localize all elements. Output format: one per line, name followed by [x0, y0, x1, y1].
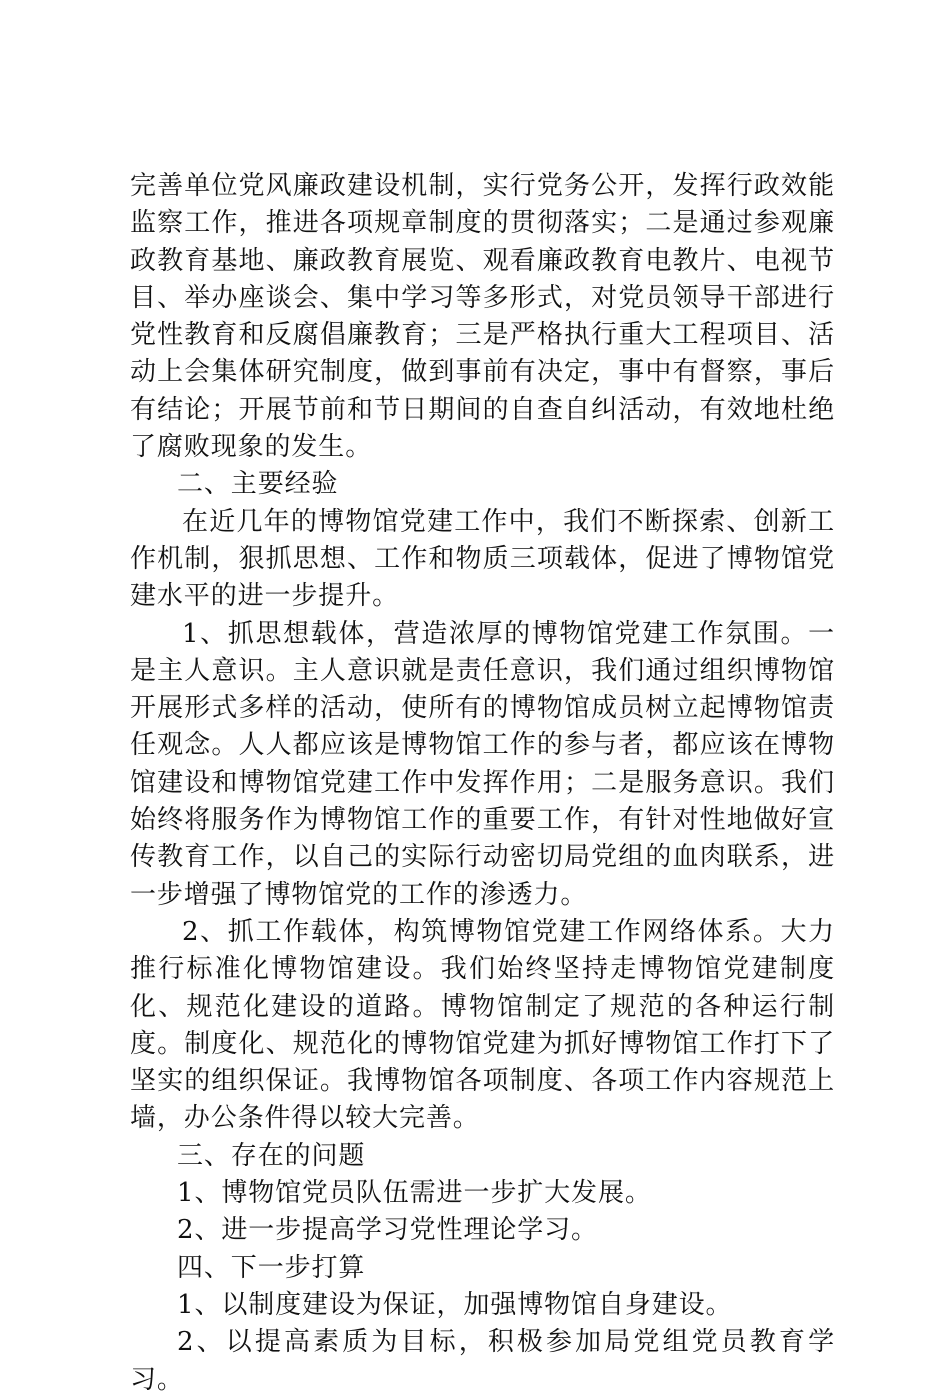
document-body	[130, 168, 835, 1399]
section-heading-main-experience: 二、主要经验	[177, 469, 339, 500]
list-item-plan-2: 2、以提高素质为目标，积极参加局党组党员教育学习。	[130, 1327, 835, 1395]
paragraph-intro: 在近几年的博物馆党建工作中，我们不断探索、创新工作机制，狠抓思想、工作和物质三项载体，促进了博物馆党建水平的进一步提升。	[130, 506, 835, 612]
paragraph-ideological-carrier: 1、抓思想载体，营造浓厚的博物馆党建工作氛围。一是主人意识。主人意识就是责任意识，我们通过组织博物馆开展形式多样的活动，使所有的博物馆成员树立起博物馆责任观念。人人都应该是博物馆工作的参与者，都应该在博物馆建设和博物馆党建工作中发挥作用；二是服务意识。我们始终将服务作为博物馆工作的重要工作，有针对性地做好宣传教育工作，以自己的实际行动密切局党组的血肉联系，进一步增强了博物馆党的工作的渗透力。	[130, 618, 835, 910]
list-item-plan-1: 1、以制度建设为保证，加强博物馆自身建设。	[177, 1289, 733, 1320]
paragraph-continuation: 完善单位党风廉政建设机制，实行党务公开，发挥行政效能监察工作，推进各项规章制度的贯彻落实；二是通过参观廉政教育基地、廉政教育展览、观看廉政教育电教片、电视节目、举办座谈会、集中学习等多形式，对党员领导干部进行党性教育和反腐倡廉教育；三是严格执行重大工程项目、活动上会集体研究制度，做到事前有决定，事中有督察，事后有结论；开展节前和节日期间的自查自纠活动，有效地杜绝了腐败现象的发生。	[130, 171, 835, 463]
paragraph-work-carrier: 2、抓工作载体，构筑博物馆党建工作网络体系。大力推行标准化博物馆建设。我们始终坚持走博物馆党建制度化、规范化建设的道路。博物馆制定了规范的各种运行制度。制度化、规范化的博物馆党建为抓好博物馆工作打下了坚实的组织保证。我博物馆各项制度、各项工作内容规范上墙，办公条件得以较大完善。	[130, 916, 835, 1134]
section-heading-next-steps: 四、下一步打算	[177, 1252, 366, 1283]
list-item-problem-1: 1、博物馆党员队伍需进一步扩大发展。	[177, 1178, 652, 1209]
section-heading-problems: 三、存在的问题	[177, 1140, 366, 1171]
list-item-problem-2: 2、进一步提高学习党性理论学习。	[177, 1215, 598, 1246]
